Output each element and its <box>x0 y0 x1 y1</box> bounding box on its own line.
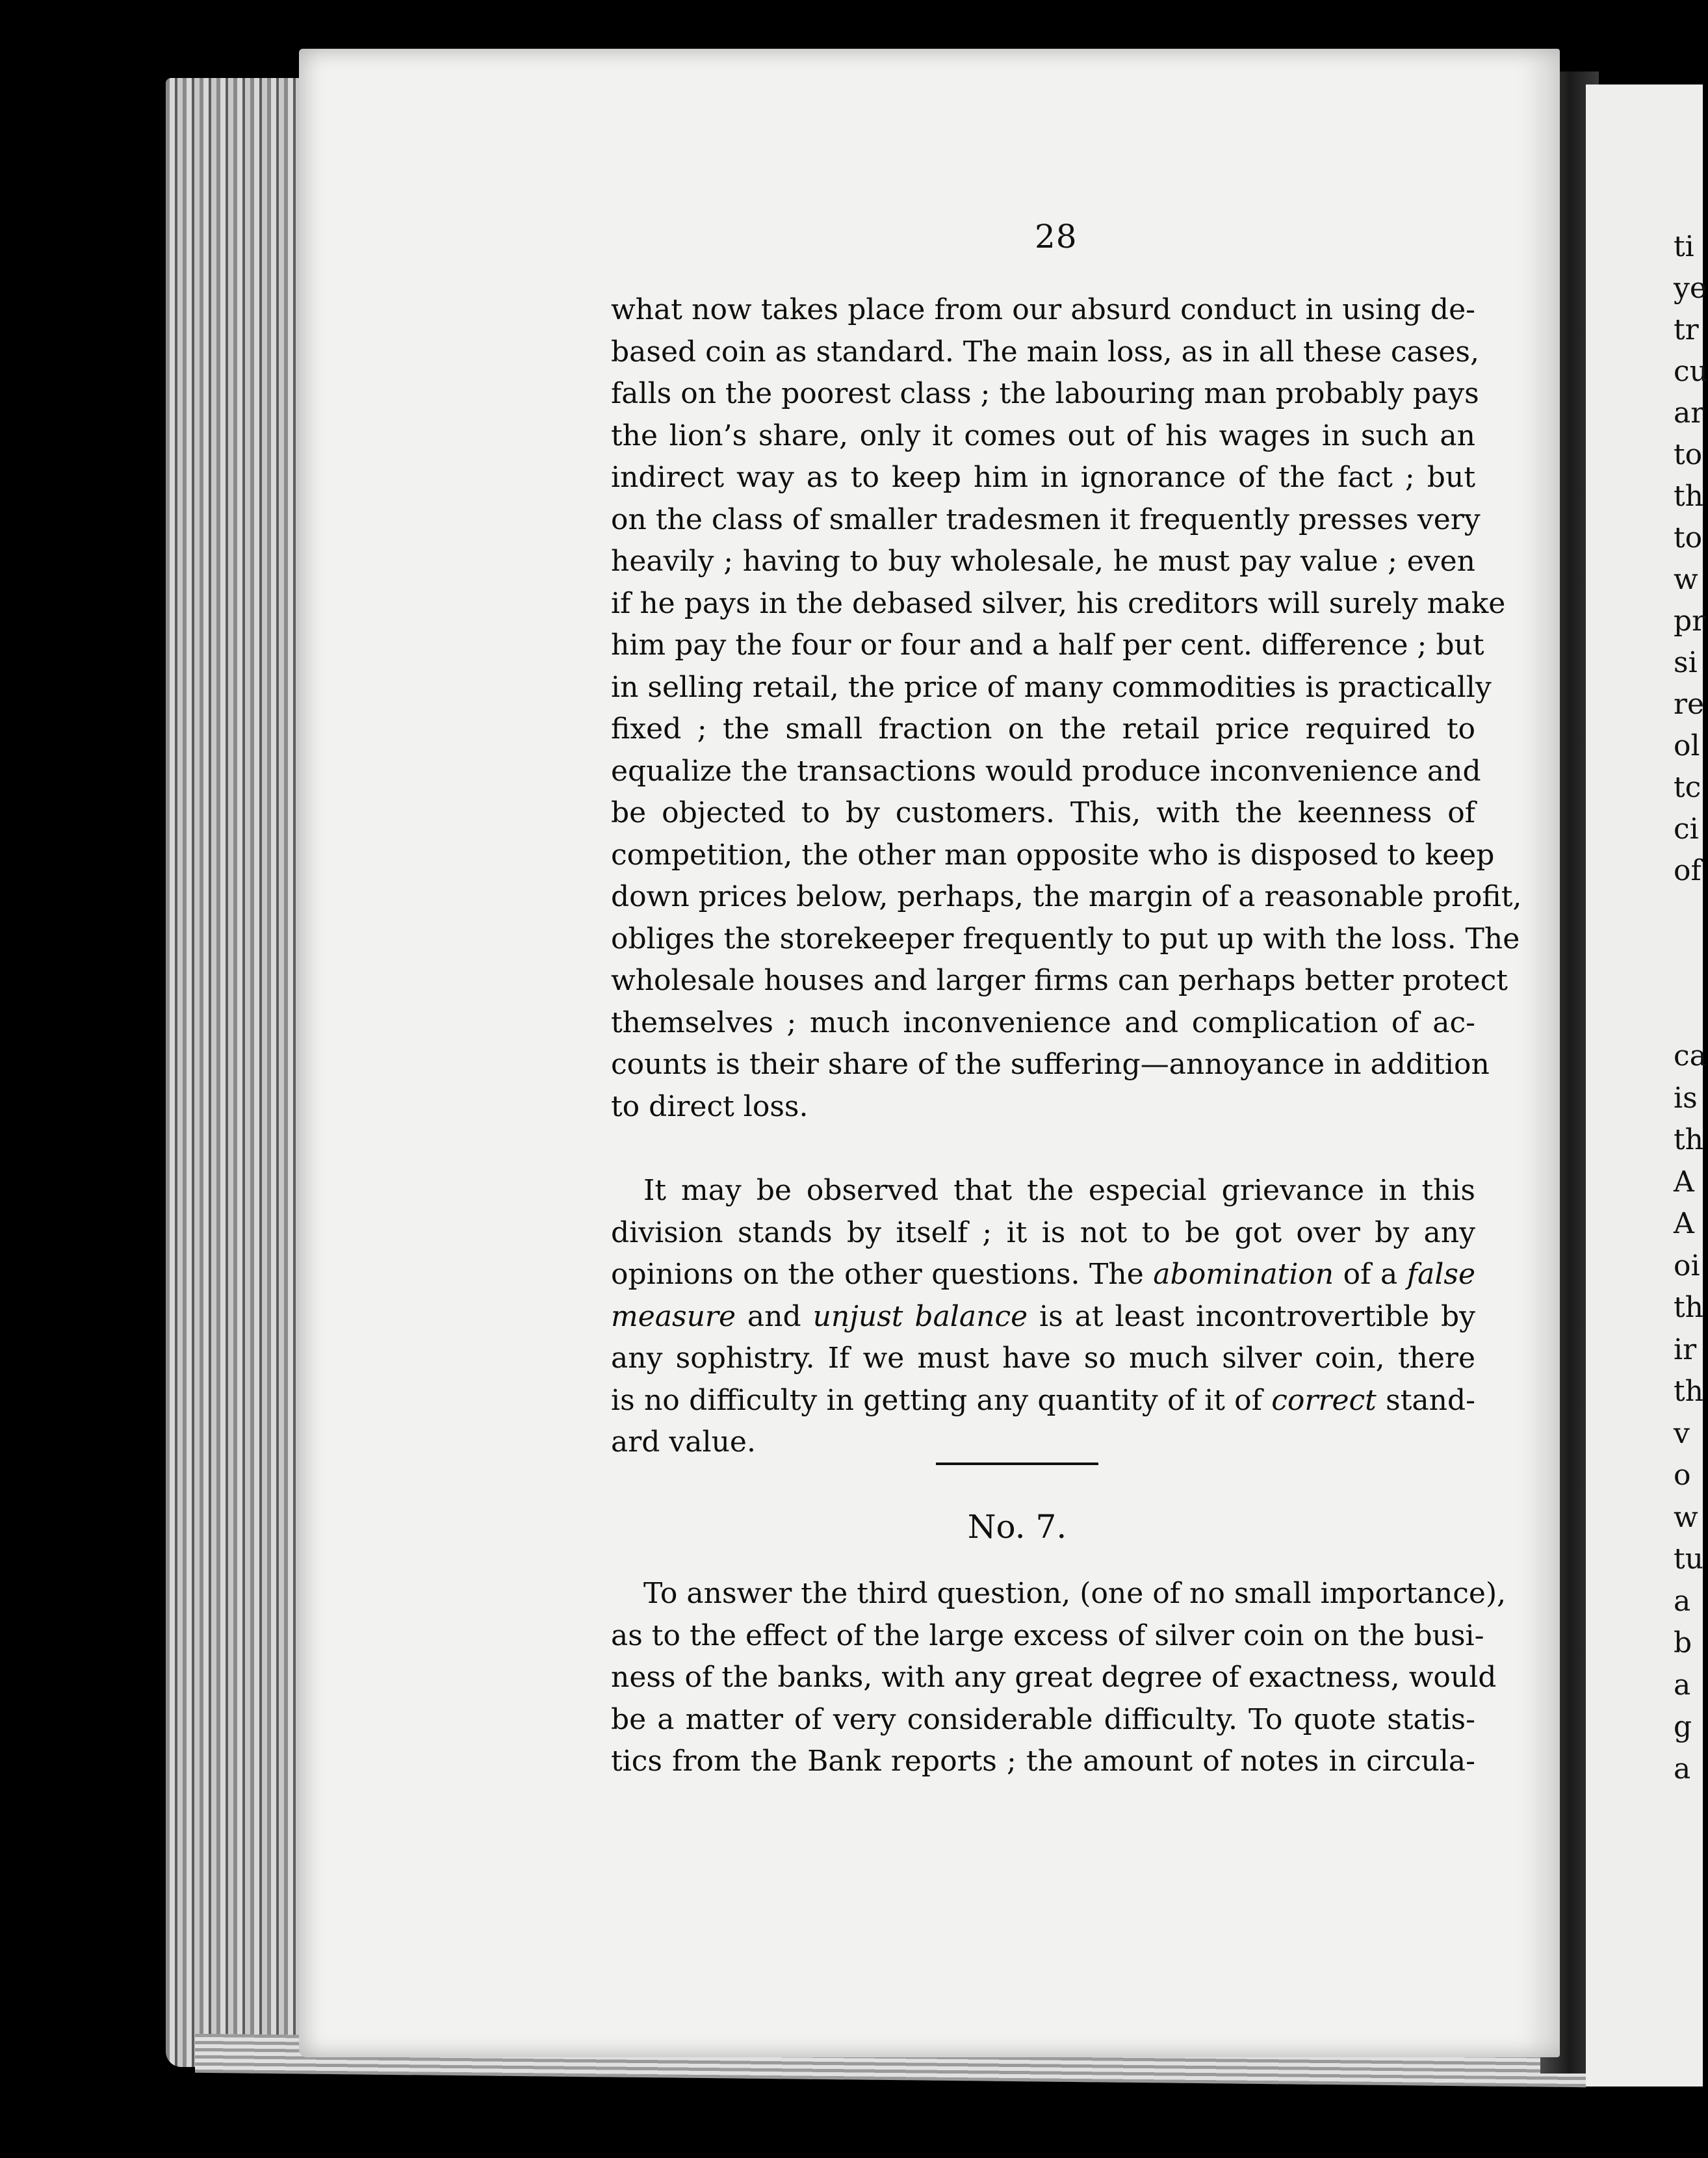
text-line: him pay the four or four and a half per cent. difference ; but <box>611 629 1484 662</box>
paragraph-1 <box>611 289 1522 1128</box>
facing-page-fragment: of <box>1674 854 1702 887</box>
text-line: indirect way as to keep him in ignorance of the fact ; but <box>611 461 1475 494</box>
facing-page-fragment: th <box>1674 1291 1704 1324</box>
section-heading: No. 7. <box>967 1508 1067 1546</box>
facing-page-fragment: to <box>1674 521 1703 554</box>
facing-page-fragment: A <box>1674 1165 1694 1199</box>
text-line: on the class of smaller tradesmen it frequently presses very <box>611 502 1481 536</box>
facing-page-fragment: th <box>1674 480 1704 513</box>
facing-page-fragment: ar <box>1674 396 1705 430</box>
text-line: ness of the banks, with any great degree of exactness, would <box>611 1661 1497 1694</box>
text-line <box>611 1380 1475 1422</box>
facing-page-fragment: tc <box>1674 771 1702 804</box>
facing-page-fragment: o <box>1674 1459 1691 1492</box>
text-line: be objected to by customers. This, with the keenness of <box>611 796 1475 829</box>
text-line <box>611 1254 1475 1296</box>
text-line: It may be observed that the especial grievance in this <box>643 1174 1475 1207</box>
facing-page-fragment: w <box>1674 1500 1698 1534</box>
italic-text: measure <box>611 1299 736 1333</box>
facing-page-fragment: w <box>1674 563 1698 596</box>
text-line: down prices below, perhaps, the margin of a reasonable profit, <box>611 880 1522 913</box>
text-line: heavily ; having to buy wholesale, he must pay value ; even <box>611 545 1475 578</box>
section-divider <box>936 1462 1098 1465</box>
paragraph-2 <box>611 1170 1475 1464</box>
text-run: opinions on the other questions. The <box>611 1258 1154 1291</box>
facing-page-fragment: cu <box>1674 355 1708 388</box>
facing-page-fragment: is <box>1674 1081 1698 1115</box>
facing-page-fragment: ol <box>1674 729 1700 762</box>
text-line: ard value. <box>611 1425 756 1459</box>
text-line: what now takes place from our absurd conduct in using de- <box>611 293 1475 326</box>
italic-text: abomination <box>1153 1258 1334 1291</box>
facing-page-fragment: th <box>1674 1123 1704 1156</box>
facing-page-fragment: g <box>1674 1710 1692 1743</box>
text-run: stand- <box>1376 1383 1475 1417</box>
text-line: themselves ; much inconvenience and complication of ac- <box>611 1006 1475 1039</box>
text-run: is at least incontrovertible by <box>1028 1299 1475 1333</box>
text-line: tics from the Bank reports ; the amount of notes in circula- <box>611 1745 1475 1778</box>
page-edges <box>166 78 302 2067</box>
facing-page <box>1586 84 1708 2086</box>
text-line: wholesale houses and larger firms can perhaps better protect <box>611 964 1508 997</box>
facing-page-fragment: ci <box>1674 812 1699 846</box>
text-line: To answer the third question, (one of no small importance), <box>643 1577 1507 1610</box>
text-line <box>611 1296 1475 1338</box>
text-line: if he pays in the debased silver, his creditors will surely make <box>611 586 1506 620</box>
text-line: as to the effect of the large excess of silver coin on the busi- <box>611 1618 1484 1652</box>
facing-page-fragment: pr <box>1674 604 1706 638</box>
italic-text: false <box>1406 1258 1476 1291</box>
italic-text: unjust balance <box>812 1299 1028 1333</box>
text-line: be a matter of very considerable difficulty. To quote statis- <box>611 1702 1475 1736</box>
facing-page-fragment: a <box>1674 1668 1691 1702</box>
facing-page-fragment: a <box>1674 1752 1691 1786</box>
text-line: the lion’s share, only it comes out of his wages in such an <box>611 419 1475 452</box>
facing-page-fragment: th <box>1674 1375 1704 1408</box>
facing-page-fragment: ir <box>1674 1332 1697 1366</box>
paragraph-3 <box>611 1573 1507 1783</box>
text-line: based coin as standard. The main loss, as in all these cases, <box>611 335 1479 369</box>
text-line: competition, the other man opposite who is disposed to keep <box>611 838 1495 872</box>
facing-page-fragment: oi <box>1674 1249 1700 1282</box>
facing-page-fragment: tu <box>1674 1542 1704 1576</box>
text-line: equalize the transactions would produce inconvenience and <box>611 754 1481 788</box>
facing-page-fragment: v <box>1674 1416 1690 1450</box>
facing-page-fragment: A <box>1674 1207 1694 1240</box>
text-run: of a <box>1334 1258 1407 1291</box>
facing-page-fragment: si <box>1674 646 1698 679</box>
facing-page-fragment: a <box>1674 1584 1691 1618</box>
facing-page-fragment: tr <box>1674 313 1699 346</box>
italic-text: correct <box>1271 1383 1377 1417</box>
text-line: to direct loss. <box>611 1089 809 1123</box>
facing-page-fragment: re <box>1674 688 1705 721</box>
text-line: falls on the poorest class ; the labouring man probably pays <box>611 377 1479 410</box>
text-line: counts is their share of the suffering—annoyance in addition <box>611 1048 1490 1081</box>
text-line: any sophistry. If we must have so much silver coin, there <box>611 1342 1475 1375</box>
facing-page-fragment: ye <box>1674 272 1707 305</box>
page-number: 28 <box>1035 218 1078 255</box>
facing-page-fragment: to <box>1674 438 1703 471</box>
facing-page-fragment: ti <box>1674 230 1694 263</box>
facing-page-fragment: ca <box>1674 1039 1707 1072</box>
text-line: obliges the storekeeper frequently to put up with the loss. The <box>611 922 1520 956</box>
text-line: division stands by itself ; it is not to be got over by any <box>611 1216 1475 1249</box>
text-run: and <box>735 1299 813 1333</box>
text-run: is no difficulty in getting any quantity of it of <box>611 1383 1272 1417</box>
facing-page-fragment: b <box>1674 1626 1692 1659</box>
text-line: fixed ; the small fraction on the retail price required to <box>611 712 1475 746</box>
text-line: in selling retail, the price of many commodities is practically <box>611 670 1492 704</box>
